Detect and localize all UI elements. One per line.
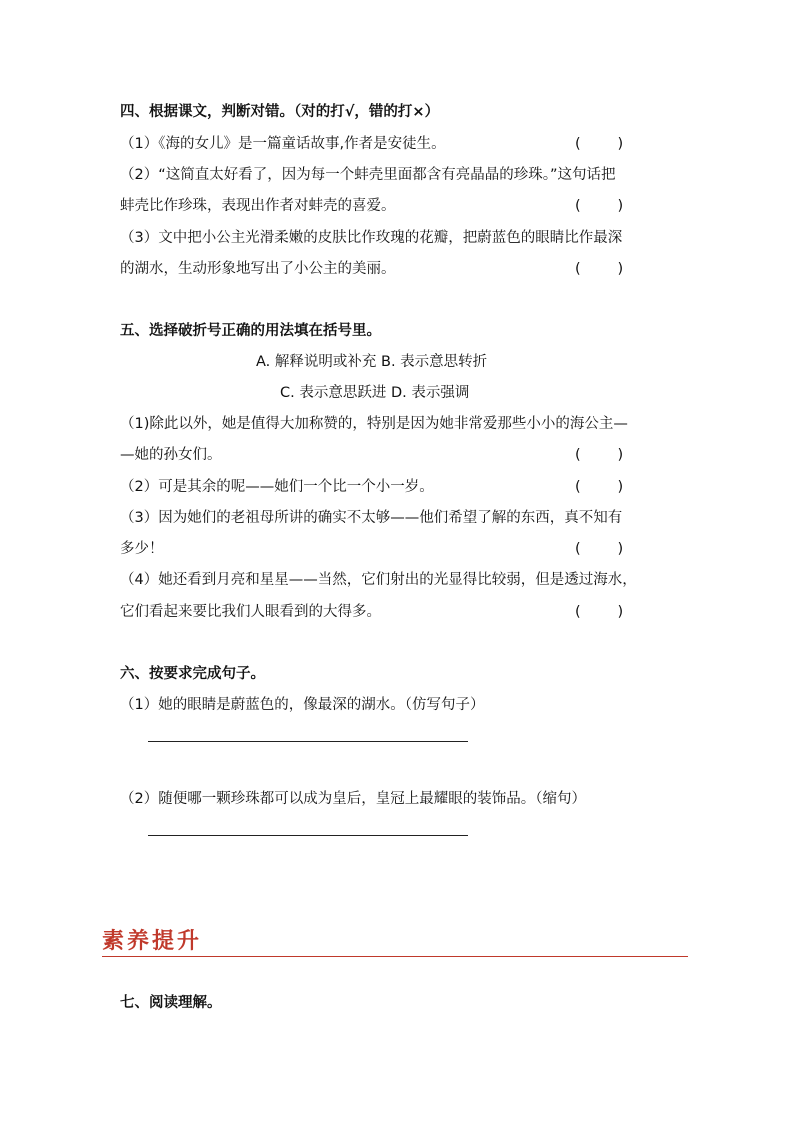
q5-item-1-line-2: —她的孙女们。 — [120, 447, 222, 463]
q4-item-3-answer-bracket[interactable]: ( ) — [575, 261, 624, 277]
q5-item-1-line-1: （1)除此以外，她是值得大加称赞的，特别是因为她非常爱那些小小的海公主— — [120, 416, 628, 432]
q5-options-row-2: C. 表示意思跃进 D. 表示强调 — [280, 385, 470, 401]
q4-item-2-line-1: （2）“这简直太好看了，因为每一个蚌壳里面都含有亮晶晶的珍珠。”这句话把 — [120, 167, 616, 183]
q5-item-1-answer-bracket[interactable]: ( ) — [575, 447, 624, 463]
q4-item-1-answer-bracket[interactable]: ( ) — [575, 136, 624, 152]
section-title: 素养提升 — [102, 928, 203, 954]
q5-item-4-line-2: 它们看起来要比我们人眼看到的大得多。 — [120, 604, 381, 620]
q5-item-2-line-1: （2）可是其余的呢——她们一个比一个小一岁。 — [120, 479, 434, 495]
q5-item-2-answer-bracket[interactable]: ( ) — [575, 479, 624, 495]
q4-item-2-answer-bracket[interactable]: ( ) — [575, 198, 624, 214]
q5-heading: 五、选择破折号正确的用法填在括号里。 — [120, 323, 381, 339]
q6-heading: 六、按要求完成句子。 — [120, 666, 265, 682]
q4-item-3-line-1: （3）文中把小公主光滑柔嫩的皮肤比作玫瑰的花瓣，把蔚蓝色的眼睛比作最深 — [120, 230, 623, 246]
q6-item-2-answer-line[interactable] — [148, 835, 468, 836]
q7-heading: 七、阅读理解。 — [120, 995, 222, 1011]
q5-item-3-line-1: （3）因为她们的老祖母所讲的确实不太够——他们希望了解的东西，真不知有 — [120, 510, 623, 526]
q6-item-1-answer-line[interactable] — [148, 741, 468, 742]
q6-item-1-text: （1）她的眼睛是蔚蓝色的，像最深的湖水。（仿写句子） — [120, 697, 485, 713]
q4-item-2-line-2: 蚌壳比作珍珠，表现出作者对蚌壳的喜爱。 — [120, 198, 396, 214]
q5-options-row-1: A. 解释说明或补充 B. 表示意思转折 — [256, 354, 488, 370]
q5-item-3-answer-bracket[interactable]: ( ) — [575, 541, 624, 557]
q5-item-4-line-1: （4）她还看到月亮和星星——当然，它们射出的光显得比较弱，但是透过海水， — [120, 572, 637, 588]
q5-item-3-line-2: 多少！ — [120, 541, 164, 557]
q4-heading: 四、根据课文，判断对错。（对的打√，错的打×） — [120, 104, 440, 120]
q4-item-3-line-2: 的湖水，生动形象地写出了小公主的美丽。 — [120, 261, 396, 277]
q6-item-2-text: （2）随便哪一颗珍珠都可以成为皇后，皇冠上最耀眼的装饰品。（缩句） — [120, 791, 586, 807]
section-divider — [102, 956, 688, 957]
q4-item-1-line-1: （1）《海的女儿》是一篇童话故事,作者是安徒生。 — [120, 136, 446, 152]
q5-item-4-answer-bracket[interactable]: ( ) — [575, 604, 624, 620]
